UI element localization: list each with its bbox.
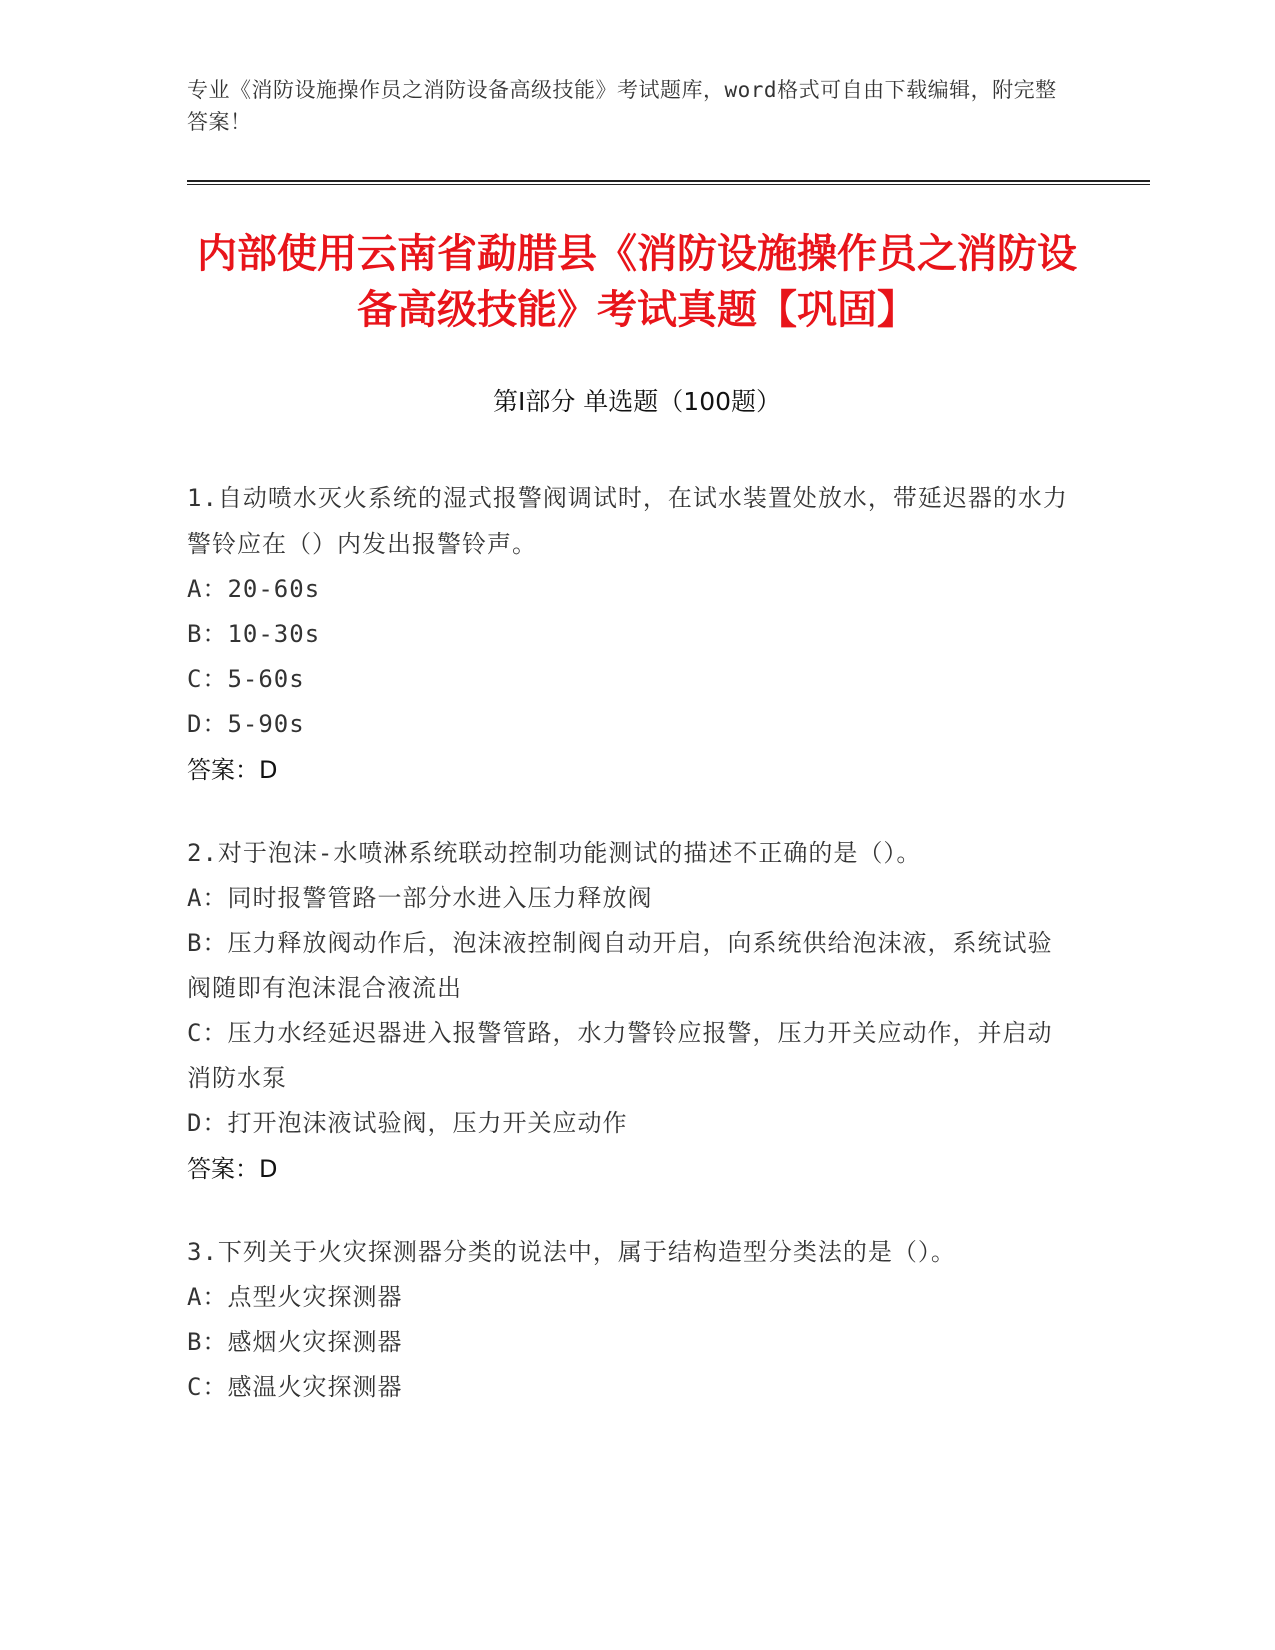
option-c: C：感温火灾探测器 — [187, 1373, 403, 1401]
option-a: A：点型火灾探测器 — [187, 1283, 403, 1311]
question-2 — [187, 830, 1077, 1192]
answer: 答案：D — [187, 756, 278, 784]
option-b: B：感烟火灾探测器 — [187, 1328, 403, 1356]
option-c: C：5-60s — [187, 665, 305, 693]
option-b: B：压力释放阀动作后，泡沫液控制阀自动开启，向系统供给泡沫液，系统试验阀随即有泡沫混合液流出 — [187, 929, 1053, 1002]
question-stem: 2.对于泡沫-水喷淋系统联动控制功能测试的描述不正确的是（）。 — [187, 839, 922, 867]
option-a: A：20-60s — [187, 575, 321, 603]
option-c: C：压力水经延迟器进入报警管路，水力警铃应报警，压力开关应动作，并启动消防水泵 — [187, 1019, 1053, 1092]
question-list — [187, 475, 1077, 1447]
option-d: D：5-90s — [187, 710, 305, 738]
question-stem: 1.自动喷水灭火系统的湿式报警阀调试时，在试水装置处放水，带延迟器的水力警铃应在（）内发出报警铃声。 — [187, 484, 1068, 558]
option-b: B：10-30s — [187, 620, 321, 648]
question-1 — [187, 475, 1077, 793]
question-3 — [187, 1229, 1077, 1410]
option-a: A：同时报警管路一部分水进入压力释放阀 — [187, 884, 653, 912]
document-title: 内部使用云南省勐腊县《消防设施操作员之消防设备高级技能》考试真题【巩固】 — [197, 231, 1077, 333]
section-title: 第Ⅰ部分 单选题（100题） — [492, 387, 782, 416]
header-note: 专业《消防设施操作员之消防设备高级技能》考试题库，word格式可自由下载编辑，附完整答案！ — [187, 78, 1057, 134]
header-divider-thick — [187, 180, 1150, 182]
question-stem: 3.下列关于火灾探测器分类的说法中，属于结构造型分类法的是（）。 — [187, 1238, 956, 1266]
header-divider-thin — [187, 184, 1150, 185]
answer: 答案：D — [187, 1155, 278, 1183]
option-d: D：打开泡沫液试验阀，压力开关应动作 — [187, 1109, 628, 1137]
